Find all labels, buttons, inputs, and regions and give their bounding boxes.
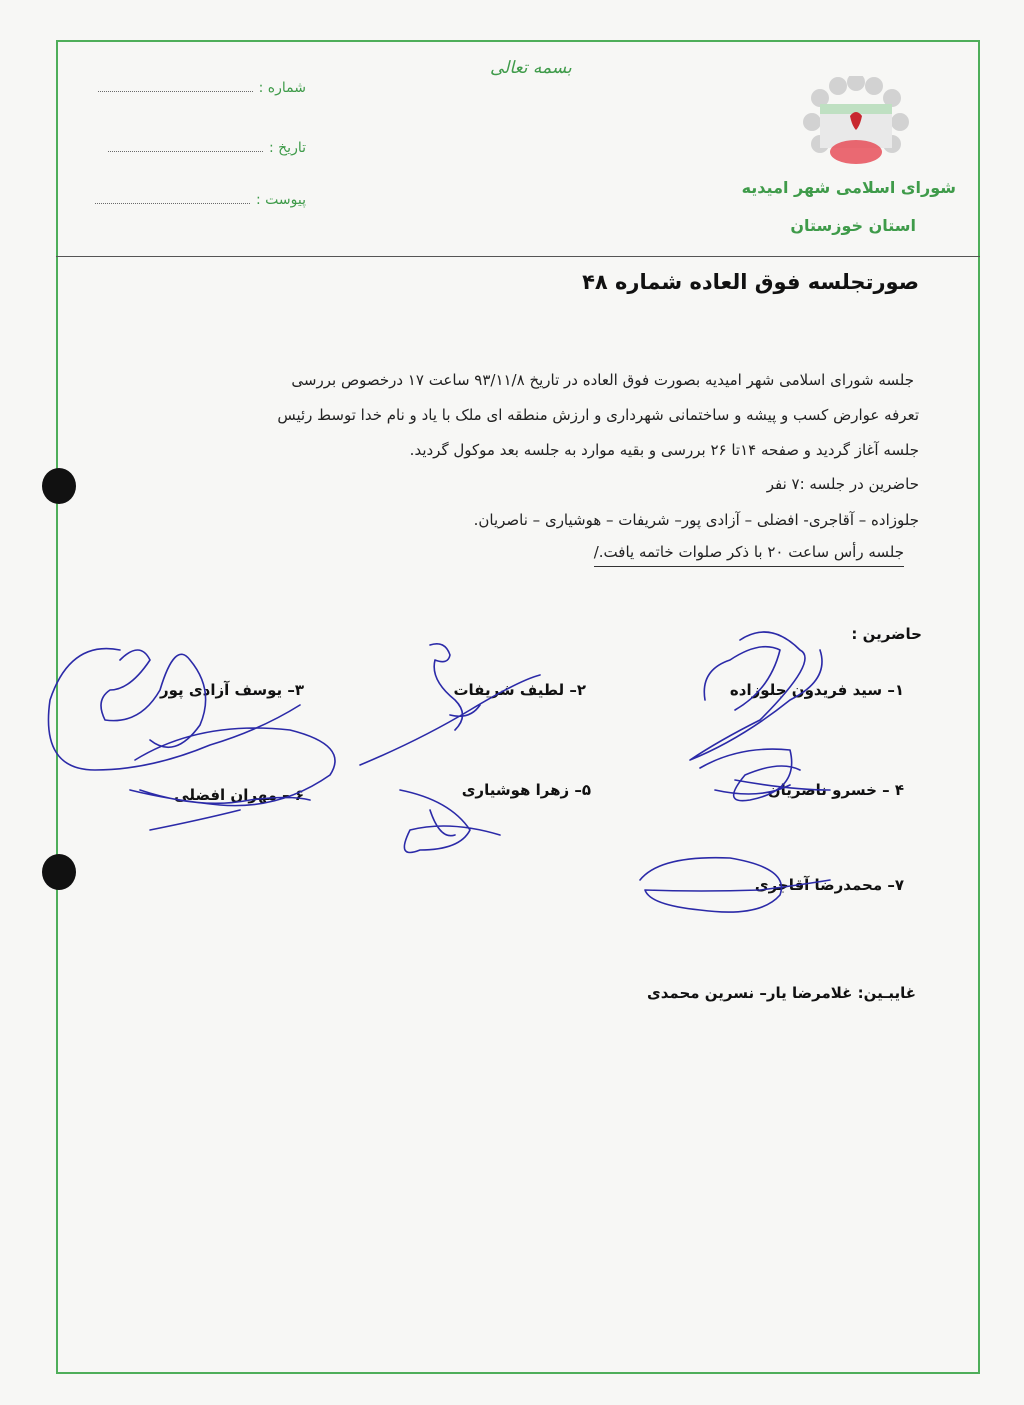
number-dotted-line xyxy=(98,91,253,92)
number-field xyxy=(86,80,306,96)
document-title: صورتجلسه فوق العاده شماره ۴۸ xyxy=(582,270,919,294)
page-border xyxy=(56,40,980,1374)
attachment-dotted-line xyxy=(95,203,250,204)
date-dotted-line xyxy=(108,151,263,152)
member-5: ۵– زهرا هوشیاری xyxy=(461,781,591,799)
present-heading: حاضرین : xyxy=(851,625,922,643)
member-3: ۳– یوسف آزادی پور xyxy=(159,681,304,699)
province-name: استان خوزستان xyxy=(790,216,916,235)
punch-hole-bottom xyxy=(42,854,76,890)
attachment-field xyxy=(86,192,306,208)
paragraph-line-3: جلسه آغاز گردید و صفحه ۱۴تا ۲۶ بررسی و بقیه موارد به جلسه بعد موکول گردید. xyxy=(409,441,919,459)
paragraph-line-1: جلسه شورای اسلامی شهر امیدیه بصورت فوق العاده در تاریخ ۹۳/۱۱/۸ ساعت ۱۷ درخصوص بررسی xyxy=(291,371,914,389)
absent-members: غایبـین: غلامرضا یار– نسرین محمدی xyxy=(647,984,916,1002)
member-4: ۴ – خسرو ناصریان xyxy=(767,781,904,799)
member-1: ۱– سید فریدون جلوزاده xyxy=(729,681,904,699)
attendees-count: حاضرین در جلسه :۷ نفر xyxy=(766,475,919,493)
number-label: شماره : xyxy=(258,80,306,96)
paragraph-line-2: تعرفه عوارض کسب و پیشه و ساختمانی شهرداری و ارزش منطقه ای ملک با یاد و نام خدا توسط رئیس xyxy=(277,406,919,424)
council-name: شورای اسلامی شهر امیدیه xyxy=(741,178,956,197)
header-divider xyxy=(56,256,980,257)
member-7: ۷– محمدرضا آقاجری xyxy=(754,876,904,894)
closing-statement: جلسه رأس ساعت ۲۰ با ذکر صلوات خاتمه یافت./ xyxy=(594,538,904,567)
attendees-names: جلوزاده – آقاجری- افضلی – آزادی پور– شریفات – هوشیاری – ناصریان. xyxy=(473,511,919,529)
council-emblem-icon xyxy=(798,76,914,168)
invocation-calligraphy: بسمه تعالی xyxy=(490,58,572,78)
punch-hole-top xyxy=(42,468,76,504)
attachment-label: پیوست : xyxy=(256,192,306,208)
member-2: ۲– لطیف شریفات xyxy=(453,681,586,699)
date-label: تاریخ : xyxy=(268,140,306,156)
date-field xyxy=(86,140,306,156)
member-6: ۶ – مهران افضلی xyxy=(174,786,304,804)
